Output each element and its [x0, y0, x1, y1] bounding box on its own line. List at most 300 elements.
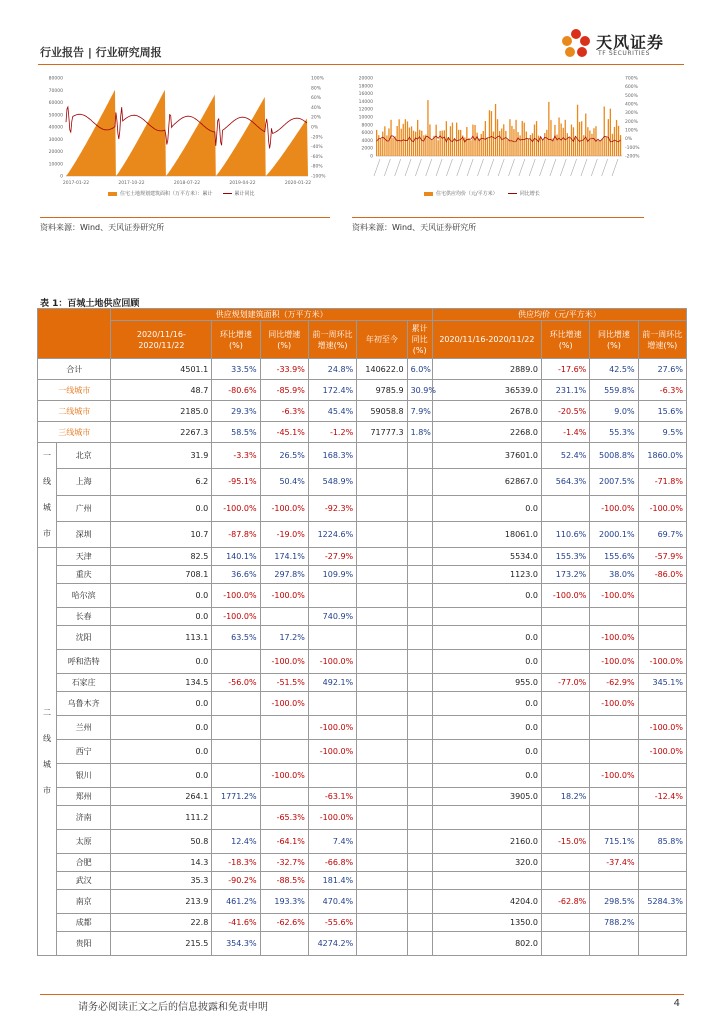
x-tick-mark: [550, 159, 556, 176]
table-cell: 5284.3%: [638, 890, 686, 914]
legend-item: 住宅供应均价（元/平方米）: [424, 190, 498, 197]
city-name: 北京: [56, 443, 111, 469]
legend-item: 累计同比: [223, 190, 255, 197]
group-header-price: 供应均价（元/平方米）: [432, 309, 686, 321]
bar: [470, 140, 471, 156]
x-tick-label: 2020-01-22: [284, 181, 312, 186]
table-cell: 4204.0: [432, 890, 541, 914]
table-row: [38, 422, 687, 443]
city-name: 太原: [56, 830, 111, 854]
table-cell: 26.5%: [260, 443, 308, 469]
city-name: 哈尔滨: [56, 584, 111, 608]
chart-1-svg: [40, 72, 330, 190]
bar: [483, 131, 484, 156]
x-tick-mark: [519, 159, 525, 176]
table-cell: 38.0%: [590, 566, 638, 584]
city-name: 合肥: [56, 854, 111, 872]
land-supply-table: [37, 308, 687, 956]
y2-tick-label: -40%: [311, 145, 323, 151]
bar: [376, 130, 377, 156]
bar: [491, 111, 492, 156]
bar: [423, 135, 424, 156]
table-cell: [542, 740, 590, 764]
table-cell: -100.0%: [590, 495, 638, 521]
chart-2-source: 资料来源：Wind、天风证券研究所: [352, 223, 477, 232]
table-cell: -88.5%: [260, 872, 308, 890]
bar: [409, 128, 410, 157]
bar: [526, 132, 527, 157]
x-tick-mark: [446, 159, 452, 176]
city-name: 成都: [56, 914, 111, 932]
bar: [565, 120, 566, 156]
table-cell: [638, 872, 686, 890]
table-row: [38, 566, 687, 584]
table-cell: 3905.0: [432, 788, 541, 806]
bar: [431, 140, 432, 156]
y-tick-label: 14000: [358, 99, 373, 105]
table-cell: -85.9%: [260, 380, 308, 401]
table-cell: -20.5%: [542, 401, 590, 422]
y-tick-label: 60000: [48, 101, 63, 106]
table-cell: [407, 548, 432, 566]
table-cell: 37601.0: [432, 443, 541, 469]
table-row: [38, 890, 687, 914]
table-cell: 82.5: [111, 548, 212, 566]
table-row: [38, 401, 687, 422]
table-cell: [542, 650, 590, 674]
table-cell: [357, 914, 407, 932]
table-cell: [638, 692, 686, 716]
table-cell: [407, 740, 432, 764]
x-tick-label: 2017-10-22: [118, 181, 145, 186]
table-cell: -100.0%: [638, 495, 686, 521]
table-cell: 7.9%: [407, 401, 432, 422]
table-cell: 36539.0: [432, 380, 541, 401]
bar: [579, 122, 580, 156]
table-cell: [590, 608, 638, 626]
table-cell: [638, 854, 686, 872]
chart-1-source: 资料来源：Wind、天风证券研究所: [40, 223, 165, 232]
x-tick-mark: [602, 159, 608, 176]
table-row: [38, 854, 687, 872]
city-name: 南京: [56, 890, 111, 914]
table-cell: 2268.0: [432, 422, 541, 443]
column-header: 前一周环比增速(%): [638, 321, 686, 359]
table-cell: -55.6%: [308, 914, 356, 932]
table-cell: 955.0: [432, 674, 541, 692]
group-label-char: 城: [42, 503, 51, 512]
chart-2-legend: [424, 190, 540, 197]
table-cell: [542, 914, 590, 932]
table-cell: [212, 806, 260, 830]
bar: [454, 139, 455, 156]
table-cell: 5534.0: [432, 548, 541, 566]
bar: [438, 140, 439, 156]
bar: [606, 137, 607, 156]
y-tick-label: 30000: [48, 137, 63, 143]
table-row: [38, 914, 687, 932]
table-cell: -17.6%: [542, 359, 590, 380]
y-tick-label: 10000: [48, 162, 63, 168]
table-cell: 7.4%: [308, 830, 356, 854]
table-cell: [407, 890, 432, 914]
y-tick-label: 20000: [358, 76, 373, 82]
table-cell: [357, 584, 407, 608]
table-row: [38, 626, 687, 650]
table-cell: 1771.2%: [212, 788, 260, 806]
table-cell: [542, 495, 590, 521]
bar: [421, 131, 422, 156]
table-cell: [432, 872, 541, 890]
city-name: 乌鲁木齐: [56, 692, 111, 716]
table-cell: 14.3: [111, 854, 212, 872]
page-number: 4: [673, 998, 680, 1009]
table-cell: -100.0%: [308, 716, 356, 740]
table-cell: 59058.8: [357, 401, 407, 422]
table-row: [38, 740, 687, 764]
table-cell: [260, 716, 308, 740]
table-cell: -1.4%: [542, 422, 590, 443]
table-cell: 4501.1: [111, 359, 212, 380]
bar: [466, 127, 467, 156]
table-cell: -100.0%: [308, 806, 356, 830]
x-tick-mark: [415, 159, 421, 176]
bar: [597, 140, 598, 156]
group-label-char: 二: [42, 707, 51, 717]
table-cell: [590, 740, 638, 764]
table-cell: [542, 608, 590, 626]
table-row: [38, 521, 687, 547]
table-cell: -80.6%: [212, 380, 260, 401]
column-header: 环比增速(%): [542, 321, 590, 359]
table-cell: 33.5%: [212, 359, 260, 380]
bar: [487, 138, 488, 156]
table-cell: 22.8: [111, 914, 212, 932]
bar: [567, 133, 568, 156]
bar: [405, 119, 406, 156]
bar: [589, 131, 590, 157]
table-cell: 0.0: [432, 716, 541, 740]
y2-tick-label: 0%: [625, 137, 633, 143]
logo-text: 天风证券: [596, 33, 665, 52]
table-cell: 9.5%: [638, 422, 686, 443]
y2-tick-label: 200%: [625, 119, 638, 125]
table-cell: 10.7: [111, 521, 212, 547]
bar: [604, 107, 605, 157]
table-cell: 0.0: [432, 495, 541, 521]
bar: [392, 138, 393, 156]
bar: [503, 124, 504, 156]
table-cell: -19.0%: [260, 521, 308, 547]
bar: [399, 119, 400, 156]
table-cell: [638, 608, 686, 626]
table-cell: [357, 764, 407, 788]
table-cell: -37.4%: [590, 854, 638, 872]
table-cell: 0.0: [111, 764, 212, 788]
table-cell: 0.0: [432, 764, 541, 788]
table-cell: [432, 806, 541, 830]
bar: [513, 129, 514, 156]
x-tick-mark: [498, 159, 504, 176]
table-cell: -64.1%: [260, 830, 308, 854]
table-cell: 0.0: [432, 584, 541, 608]
city-name: 兰州: [56, 716, 111, 740]
y2-tick-label: 0%: [311, 125, 319, 131]
table-cell: [357, 495, 407, 521]
y-tick-label: 2000: [361, 146, 373, 152]
table-cell: [357, 854, 407, 872]
table-cell: -100.0%: [260, 764, 308, 788]
column-header: 2020/11/16-2020/11/22: [432, 321, 541, 359]
table-cell: [357, 932, 407, 956]
table-cell: [590, 788, 638, 806]
table-cell: 0.0: [432, 626, 541, 650]
bar: [417, 120, 418, 156]
land-supply-area-chart: [40, 72, 330, 208]
table-cell: 1224.6%: [308, 521, 356, 547]
bar: [509, 119, 510, 156]
bar: [429, 124, 430, 156]
table-cell: 134.5: [111, 674, 212, 692]
y2-tick-label: 100%: [311, 76, 324, 82]
table-cell: [542, 854, 590, 872]
table-row: [38, 788, 687, 806]
column-header: 累计同比(%): [407, 321, 432, 359]
table-cell: 548.9%: [308, 469, 356, 495]
bar: [440, 131, 441, 156]
bar: [460, 130, 461, 156]
table-cell: 155.3%: [542, 548, 590, 566]
table-cell: 12.4%: [212, 830, 260, 854]
table-cell: 48.7: [111, 380, 212, 401]
x-tick-mark: [509, 159, 515, 176]
y2-tick-label: 100%: [625, 128, 638, 134]
table-cell: -100.0%: [638, 740, 686, 764]
bar: [583, 135, 584, 156]
column-header: 同比增速(%): [260, 321, 308, 359]
table-cell: 140622.0: [357, 359, 407, 380]
table-cell: 9785.9: [357, 380, 407, 401]
table-cell: [590, 872, 638, 890]
city-name: 二线城市: [38, 401, 111, 422]
y2-tick-label: 40%: [311, 105, 322, 111]
table-cell: [407, 716, 432, 740]
group-label-char: 线: [42, 477, 51, 486]
table-cell: [542, 872, 590, 890]
table-row: [38, 716, 687, 740]
x-tick-mark: [581, 159, 587, 176]
bar: [433, 136, 434, 156]
table-cell: 30.9%: [407, 380, 432, 401]
table-cell: 0.0: [432, 650, 541, 674]
table-cell: -15.0%: [542, 830, 590, 854]
bar: [556, 135, 557, 157]
bar: [386, 135, 387, 156]
table-cell: -62.6%: [260, 914, 308, 932]
table-cell: 1123.0: [432, 566, 541, 584]
table-cell: [407, 584, 432, 608]
table-cell: -32.7%: [260, 854, 308, 872]
table-cell: [260, 788, 308, 806]
y-tick-label: 6000: [361, 131, 373, 137]
table-row: [38, 764, 687, 788]
table-cell: [357, 716, 407, 740]
table-cell: -100.0%: [590, 764, 638, 788]
bar: [554, 125, 555, 156]
bar: [571, 125, 572, 157]
table-cell: -66.8%: [308, 854, 356, 872]
table-cell: 2160.0: [432, 830, 541, 854]
table-cell: 24.8%: [308, 359, 356, 380]
table-cell: [542, 806, 590, 830]
table-cell: -100.0%: [212, 584, 260, 608]
y2-tick-label: -200%: [625, 154, 640, 160]
column-header: 2020/11/16-2020/11/22: [111, 321, 212, 359]
bar: [550, 120, 551, 156]
table-cell: 110.6%: [542, 521, 590, 547]
column-header: 年初至今: [357, 321, 407, 359]
table-cell: [638, 626, 686, 650]
table-cell: 470.4%: [308, 890, 356, 914]
table-cell: [407, 521, 432, 547]
table-cell: -100.0%: [590, 692, 638, 716]
bar: [548, 102, 549, 156]
bar: [458, 130, 459, 156]
table-cell: 71777.3: [357, 422, 407, 443]
bar: [456, 123, 457, 156]
x-tick-mark: [477, 159, 483, 176]
bar: [468, 138, 469, 156]
table-cell: [212, 716, 260, 740]
table-cell: 113.1: [111, 626, 212, 650]
table-cell: -45.1%: [260, 422, 308, 443]
table-cell: -3.3%: [212, 443, 260, 469]
city-name: 天津: [56, 548, 111, 566]
table-cell: 1860.0%: [638, 443, 686, 469]
bar: [581, 121, 582, 156]
table-cell: 298.5%: [590, 890, 638, 914]
y2-tick-label: 400%: [625, 102, 638, 108]
bar: [530, 135, 531, 156]
x-tick-mark: [540, 159, 546, 176]
table-cell: [212, 740, 260, 764]
table-cell: 231.1%: [542, 380, 590, 401]
table-cell: [407, 830, 432, 854]
table-cell: [407, 626, 432, 650]
table-cell: 55.3%: [590, 422, 638, 443]
chart-1-legend: [108, 190, 255, 197]
table-cell: [357, 692, 407, 716]
x-tick-mark: [384, 159, 390, 176]
group-label-char: 一: [42, 451, 51, 460]
table-cell: 52.4%: [542, 443, 590, 469]
table-cell: -86.0%: [638, 566, 686, 584]
y-tick-label: 0: [60, 174, 63, 180]
table-cell: 50.8: [111, 830, 212, 854]
table-cell: -100.0%: [212, 608, 260, 626]
table-row: [38, 495, 687, 521]
table-cell: 42.5%: [590, 359, 638, 380]
table-cell: [357, 443, 407, 469]
bar: [618, 126, 619, 156]
bar: [495, 104, 496, 156]
table-cell: 27.6%: [638, 359, 686, 380]
bar: [620, 135, 621, 156]
legend-item: 住宅土地规划建筑面积（万平方米）：累计: [108, 190, 213, 197]
table-cell: 2678.0: [432, 401, 541, 422]
y-tick-label: 18000: [358, 84, 373, 90]
table-cell: 181.4%: [308, 872, 356, 890]
y-tick-label: 40000: [48, 125, 63, 131]
x-tick-mark: [571, 159, 577, 176]
table-cell: 213.9: [111, 890, 212, 914]
table-cell: 320.0: [432, 854, 541, 872]
table-cell: -51.5%: [260, 674, 308, 692]
bar: [538, 136, 539, 156]
bar: [616, 120, 617, 156]
table-cell: 168.3%: [308, 443, 356, 469]
bar: [540, 138, 541, 156]
column-header: 同比增速(%): [590, 321, 638, 359]
city-name: 重庆: [56, 566, 111, 584]
table-cell: [212, 650, 260, 674]
x-tick-mark: [436, 159, 442, 176]
table-cell: -57.9%: [638, 548, 686, 566]
legend-item: 同比增长: [508, 190, 540, 197]
table-cell: 5008.8%: [590, 443, 638, 469]
table-cell: [407, 764, 432, 788]
y2-tick-label: -100%: [311, 174, 326, 180]
table-cell: [407, 932, 432, 956]
table-cell: 36.6%: [212, 566, 260, 584]
table-cell: [357, 521, 407, 547]
table-cell: 6.0%: [407, 359, 432, 380]
table-cell: [407, 443, 432, 469]
bar: [489, 110, 490, 156]
bar: [501, 129, 502, 157]
bar: [384, 126, 385, 156]
table-row: [38, 608, 687, 626]
bar: [446, 121, 447, 156]
table-cell: 2267.3: [111, 422, 212, 443]
chart-1-rule: [40, 217, 330, 218]
city-name: 郑州: [56, 788, 111, 806]
table-cell: -6.3%: [638, 380, 686, 401]
table-cell: -100.0%: [308, 650, 356, 674]
bar: [507, 139, 508, 156]
table-cell: 1.8%: [407, 422, 432, 443]
x-tick-mark: [395, 159, 401, 176]
table-cell: [212, 764, 260, 788]
table-cell: [357, 548, 407, 566]
table-cell: -62.8%: [542, 890, 590, 914]
table-cell: [357, 788, 407, 806]
city-name: 贵阳: [56, 932, 111, 956]
tier2-group-label: [38, 548, 57, 956]
table-cell: 0.0: [111, 608, 212, 626]
city-name: 长春: [56, 608, 111, 626]
bar: [544, 133, 545, 156]
group-label-char: 市: [42, 785, 51, 795]
table-cell: 2000.1%: [590, 521, 638, 547]
city-name: 沈阳: [56, 626, 111, 650]
table-cell: 2185.0: [111, 401, 212, 422]
bar: [481, 134, 482, 156]
bar: [493, 132, 494, 157]
table-cell: [407, 692, 432, 716]
table-cell: -100.0%: [212, 495, 260, 521]
table-cell: [542, 764, 590, 788]
